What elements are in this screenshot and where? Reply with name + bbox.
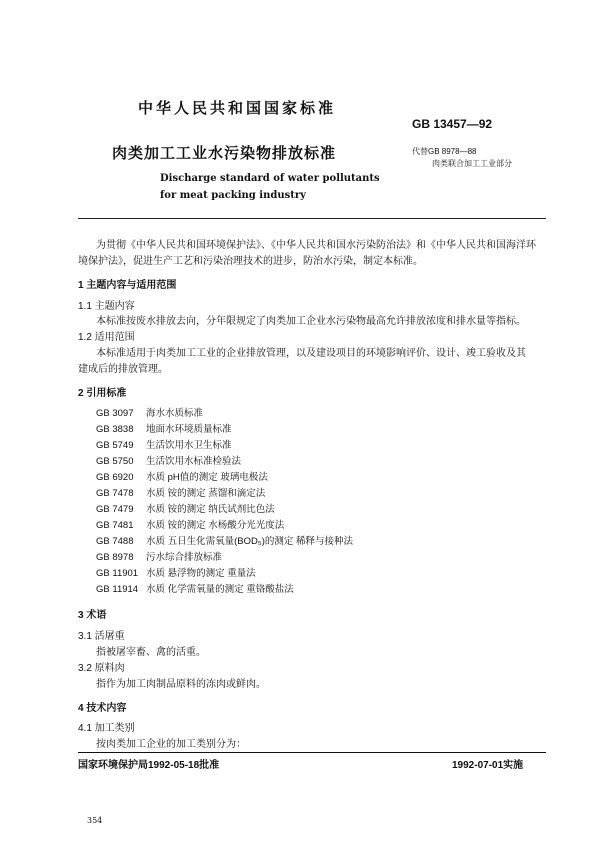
reference-title: 地面水环境质量标准: [146, 424, 232, 435]
reference-title: 海水水质标准: [146, 408, 204, 419]
reference-code: GB 7479: [96, 504, 134, 515]
reference-title: 水质 五日生化需氧量(BOD₅)的测定 稀释与接种法: [146, 536, 354, 547]
reference-code: GB 6920: [96, 472, 134, 483]
footer-divider: [78, 752, 546, 753]
section1-2-text-line1: 本标准适用于肉类加工工业的企业排放管理，以及建设项目的环境影响评价、设计、竣工验收及其: [96, 348, 526, 359]
reference-code: GB 5750: [96, 456, 134, 467]
intro-line1: 为贯彻《中华人民共和国环境保护法》、《中华人民共和国水污染防治法》和《中华人民共和国海洋环: [96, 240, 536, 251]
section3-heading: 3 术语: [78, 610, 107, 621]
section4-heading: 4 技术内容: [78, 703, 127, 714]
reference-item: [96, 485, 265, 499]
reference-title: 生活饮用水标准检验法: [146, 456, 242, 467]
reference-code: GB 5749: [96, 440, 134, 451]
section3-2-heading: 3.2 原料肉: [78, 663, 125, 674]
reference-code: GB 8978: [96, 552, 134, 563]
reference-item: [96, 469, 268, 483]
english-title-line2: for meat packing industry: [160, 190, 306, 201]
reference-title: 水质 pH值的测定 玻璃电极法: [146, 472, 268, 483]
section3-1-text: 指被屠宰畜、禽的活重。: [96, 647, 206, 658]
reference-item: [96, 421, 232, 435]
section1-2-text-line2: 建成后的排放管理。: [78, 364, 168, 375]
page-number: 354: [87, 816, 103, 825]
reference-title: 水质 铵的测定 水杨酸分光光度法: [146, 520, 285, 531]
header-divider: [78, 218, 546, 219]
reference-title: 水质 化学需氧量的测定 重铬酸盐法: [146, 584, 294, 595]
section4-1-heading: 4.1 加工类别: [78, 723, 135, 734]
section1-2-heading: 1.2 适用范围: [78, 332, 135, 343]
reference-title: 水质 悬浮物的测定 重量法: [146, 568, 256, 579]
document-title: 肉类加工工业水污染物排放标准: [112, 144, 337, 162]
reference-item: [96, 453, 241, 467]
reference-code: GB 7481: [96, 520, 134, 531]
reference-item: [96, 581, 294, 595]
standard-code: GB 13457—92: [412, 117, 493, 131]
reference-title: 水质 铵的测定 蒸馏和滴定法: [146, 488, 266, 499]
reference-item: [96, 501, 275, 515]
replaces-standard: 代替GB 8978—88: [412, 147, 477, 156]
reference-title: 污水综合排放标准: [146, 552, 223, 563]
standard-type: 中华人民共和国国家标准: [138, 99, 337, 117]
section1-1-heading: 1.1 主题内容: [78, 301, 135, 312]
reference-code: GB 7488: [96, 536, 134, 547]
reference-item: [96, 533, 353, 547]
effective-date: 1992-07-01实施: [452, 760, 524, 771]
english-title-line1: Discharge standard of water pollutants: [160, 173, 380, 184]
section3-1-heading: 3.1 活屠重: [78, 631, 125, 642]
approval-info: 国家环境保护局1992-05-18批准: [78, 760, 220, 771]
reference-item: [96, 437, 232, 451]
reference-title: 生活饮用水卫生标准: [146, 440, 232, 451]
reference-item: [96, 405, 203, 419]
reference-title: 水质 铵的测定 纳氏试剂比色法: [146, 504, 275, 515]
reference-code: GB 11914: [96, 584, 139, 595]
reference-code: GB 3097: [96, 408, 134, 419]
reference-code: GB 11901: [96, 568, 139, 579]
reference-item: [96, 565, 256, 579]
reference-item: [96, 549, 222, 563]
section3-2-text: 指作为加工肉制品原料的冻肉或鲜肉。: [96, 679, 266, 690]
section1-heading: 1 主题内容与适用范围: [78, 280, 177, 291]
section4-1-text: 按肉类加工企业的加工类别分为：: [96, 739, 246, 750]
section2-heading: 2 引用标准: [78, 388, 127, 399]
reference-code: GB 3838: [96, 424, 134, 435]
reference-code: GB 7478: [96, 488, 134, 499]
intro-line2: 境保护法》，促进生产工艺和污染治理技术的进步，防治水污染，制定本标准。: [78, 256, 423, 267]
section1-1-text: 本标准按废水排放去向，分年限规定了肉类加工企业水污染物最高允许排放浓度和排水量等指标。: [96, 316, 526, 327]
reference-item: [96, 517, 284, 531]
replaces-note: 肉类联合加工工业部分: [432, 159, 512, 168]
